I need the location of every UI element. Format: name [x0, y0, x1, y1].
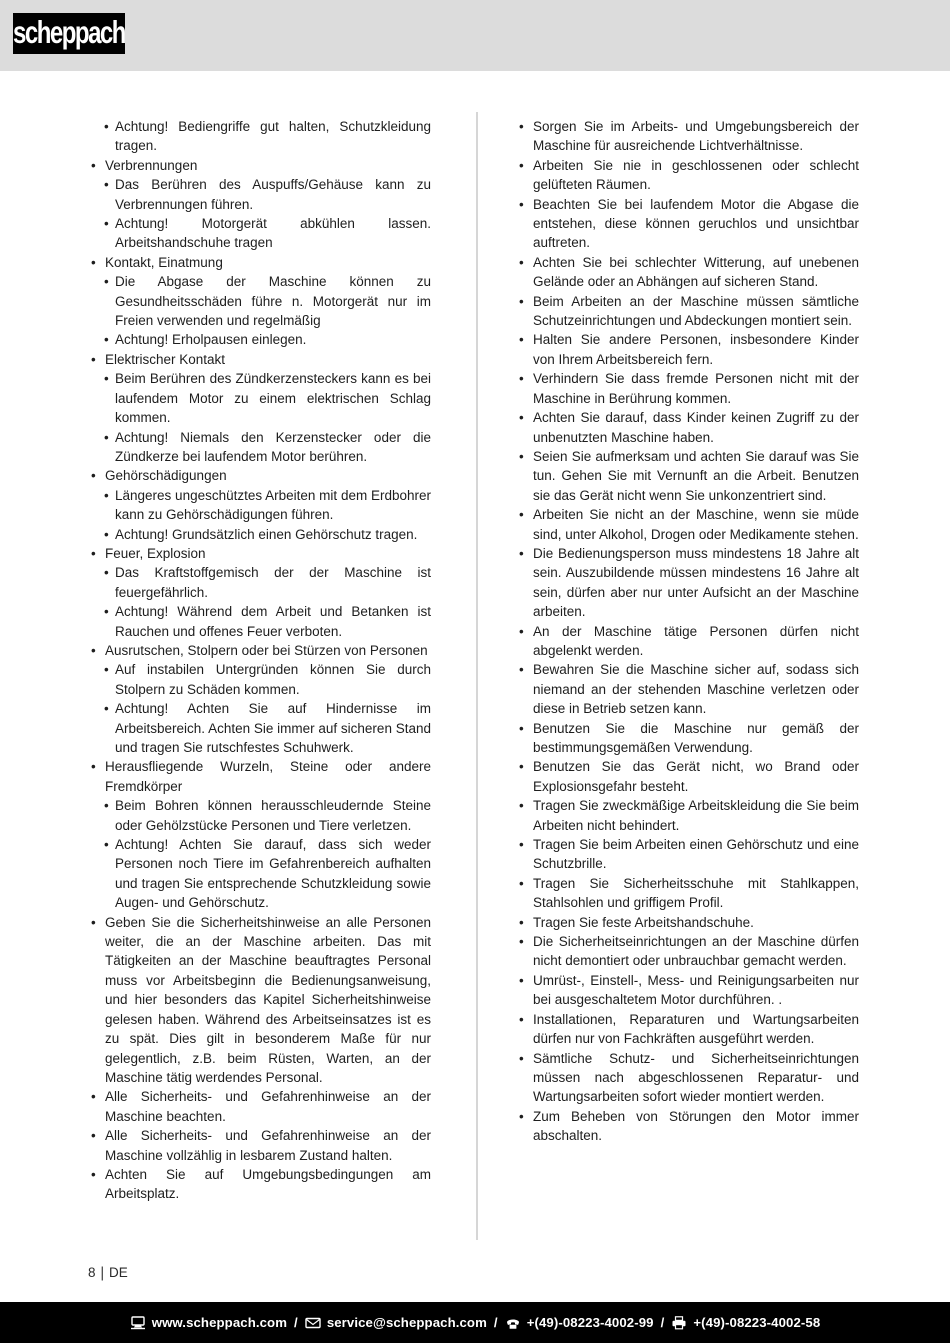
list-item-text: Ausrutschen, Stolpern oder bei Stürzen von Personen	[105, 642, 428, 658]
list-item	[518, 971, 859, 1010]
list-item	[104, 272, 431, 330]
list-item-text: Verhindern Sie dass fremde Personen nicht mit der Maschine in Berührung kommen.	[533, 371, 859, 406]
bullet-icon: •	[104, 565, 109, 581]
footer-email: service@scheppach.com	[326, 1315, 487, 1330]
footer-fax: +(49)-08223-4002-58	[693, 1315, 821, 1330]
bullet-icon: •	[519, 837, 524, 853]
logo-text: scheppach	[13, 15, 125, 51]
bullet-icon: •	[104, 274, 109, 290]
list-item-text: Das Kraftstoffgemisch der der Maschine ist feuergefährlich.	[115, 565, 431, 600]
list-item-text: Beim Bohren können herausschleudernde Steine oder Gehölzstücke Personen und Tiere verletzen.	[115, 798, 431, 833]
list-item-text: Achten Sie bei schlechter Witterung, auf unebenen Gelände oder an Abhängen auf sicheren Stand.	[533, 254, 859, 290]
language-code: DE	[109, 1265, 128, 1280]
list-item	[518, 156, 859, 195]
bullet-icon: •	[91, 642, 96, 658]
list-item	[518, 447, 859, 505]
list-item	[518, 796, 859, 835]
list-item	[104, 330, 431, 349]
list-item-text: Alle Sicherheits- und Gefahrenhinweise an der Maschine vollzählig in lesbarem Zustand halten.	[105, 1128, 431, 1163]
list-item	[104, 214, 431, 253]
list-item	[90, 544, 431, 563]
footer-separator: /	[493, 1315, 498, 1330]
list-item	[518, 408, 859, 447]
list-item-text: Achtung! Erholpausen einlegen.	[115, 332, 307, 348]
list-item-text: Längeres ungeschütztes Arbeiten mit dem Erdbohrer kann zu Gehörschädigungen führen.	[115, 487, 431, 523]
bullet-icon: •	[104, 177, 109, 193]
right-column	[518, 117, 859, 1146]
bullet-icon: •	[519, 972, 524, 988]
header-band	[0, 0, 950, 71]
list-item-text: Arbeiten Sie nie in geschlossenen oder schlecht gelüfteten Räumen.	[533, 157, 859, 193]
list-item	[104, 175, 431, 214]
list-item	[518, 505, 859, 544]
list-item	[518, 330, 859, 369]
list-item	[518, 660, 859, 718]
list-item	[104, 699, 431, 757]
footer-email-segment	[305, 1315, 487, 1330]
bullet-icon: •	[104, 487, 109, 503]
list-item	[518, 757, 859, 796]
bullet-icon: •	[91, 1089, 96, 1105]
list-item-text: Das Berühren des Auspuffs/Gehäuse kann zu Verbrennungen führen.	[115, 177, 431, 212]
bullet-icon: •	[519, 914, 524, 930]
list-item-text: Arbeiten Sie nicht an der Maschine, wenn sie müde sind, unter Alkohol, Drogen oder Medikamente stehen.	[533, 507, 859, 542]
list-item	[104, 602, 431, 641]
list-item-text: Beim Arbeiten an der Maschine müssen sämtliche Schutzeinrichtungen und Abdeckungen montiert sein.	[533, 293, 859, 329]
list-item-text: Achtung! Achten Sie darauf, dass sich weder Personen noch Tiere im Gefahrenbereich aufhalten und tragen Sie entsprechende Schutzkleidung sowie Augen- und Gehörschutz.	[115, 837, 431, 911]
list-item	[90, 466, 431, 485]
list-item	[90, 1087, 431, 1126]
bullet-icon: •	[91, 914, 96, 930]
bullet-icon: •	[91, 1128, 96, 1144]
bullet-icon: •	[519, 196, 524, 212]
list-item	[90, 1126, 431, 1165]
bullet-icon: •	[519, 934, 524, 950]
list-item-text: Beachten Sie bei laufendem Motor die Abgase die entstehen, diese können geruchlos und unsichtbar auftreten.	[533, 196, 859, 251]
list-item-text: Benutzen Sie das Gerät nicht, wo Brand oder Explosionsgefahr besteht.	[533, 759, 859, 794]
list-item-text: Feuer, Explosion	[105, 545, 206, 561]
list-item-text: Tragen Sie Sicherheitsschuhe mit Stahlkappen, Stahlsohlen und griffigem Profil.	[533, 875, 859, 911]
bullet-icon: •	[104, 119, 109, 134]
bullet-icon: •	[519, 293, 524, 309]
footer-fax-segment	[671, 1315, 820, 1330]
list-item-text: Gehörschädigungen	[105, 468, 227, 484]
list-item	[90, 641, 431, 660]
bullet-icon: •	[519, 798, 524, 814]
list-item-text: Bewahren Sie die Maschine sicher auf, sodass sich niemand an der stehenden Maschine verletzen oder diese in Betrieb setzen kann.	[533, 662, 859, 717]
page-number	[88, 1265, 128, 1280]
list-item	[518, 369, 859, 408]
list-item-text: Die Bedienungsperson muss mindestens 18 Jahre alt sein. Auszubildende müssen mindestens 16 Jahre alt sein, dürfen aber nur unter Aufsicht an der Maschine arbeiten.	[533, 545, 859, 620]
list-item	[518, 117, 859, 156]
list-item	[518, 835, 859, 874]
bullet-icon: •	[104, 332, 109, 348]
list-item-text: Verbrennungen	[105, 157, 198, 173]
bullet-icon: •	[519, 759, 524, 775]
list-item-text: Tragen Sie feste Arbeitshandschuhe.	[533, 914, 754, 930]
list-item-text: Achtung! Bediengriffe gut halten, Schutzkleidung tragen.	[115, 119, 431, 154]
list-item-text: Halten Sie andere Personen, insbesondere Kinder von Ihrem Arbeitsbereich fern.	[533, 332, 859, 367]
list-item-text: Tragen Sie beim Arbeiten einen Gehörschutz und eine Schutzbrille.	[533, 837, 859, 872]
bullet-icon: •	[519, 157, 524, 173]
list-item-text: Achtung! Grundsätzlich einen Gehörschutz tragen.	[115, 526, 418, 542]
bullet-icon: •	[104, 216, 109, 232]
list-item	[518, 622, 859, 661]
footer-website: www.scheppach.com	[151, 1315, 288, 1330]
bullet-icon: •	[104, 371, 109, 387]
list-item	[518, 932, 859, 971]
list-item-text: Die Abgase der Maschine können zu Gesundheitsschäden führe n. Motorgerät nur im Freien verwenden und regelmäßig	[115, 274, 431, 329]
footer-phone-segment	[505, 1315, 654, 1330]
list-item	[104, 486, 431, 525]
list-item	[518, 1049, 859, 1107]
list-item-text: Auf instabilen Untergründen können Sie durch Stolpern zu Schäden kommen.	[115, 662, 431, 697]
list-item-text: Achtung! Motorgerät abkühlen lassen. Arbeitshandschuhe tragen	[115, 216, 431, 251]
list-item	[104, 369, 431, 427]
envelope-icon	[305, 1316, 321, 1330]
list-item	[104, 563, 431, 602]
list-item-text: Elektrischer Kontakt	[105, 351, 226, 367]
list-item	[518, 292, 859, 331]
list-item	[90, 253, 431, 272]
list-item	[90, 156, 431, 175]
list-item-text: Alle Sicherheits- und Gefahrenhinweise an der Maschine beachten.	[105, 1089, 431, 1124]
bullet-icon: •	[91, 351, 96, 367]
list-item	[518, 195, 859, 253]
list-item-text: Benutzen Sie die Maschine nur gemäß der bestimmungsgemäßen Verwendung.	[533, 720, 859, 755]
list-item-text: Umrüst-, Einstell-, Mess- und Reinigungsarbeiten nur bei ausgeschaltetem Motor durchführen. .	[533, 972, 859, 1008]
list-item	[104, 117, 431, 156]
list-item-text: Beim Berühren des Zündkerzensteckers kann es bei laufendem Motor zu einem elektrischen Schlag kommen.	[115, 371, 431, 426]
list-item-text: Sorgen Sie im Arbeits- und Umgebungsbereich der Maschine für ausreichende Lichtverhältnisse.	[533, 119, 859, 154]
list-item-text: Geben Sie die Sicherheitshinweise an alle Personen weiter, die an der Maschine arbeiten. Das mit Tätigkeiten an der Maschine beauftragtes Personal muss vor Arbeitsbeginn die Bedienungsanweisung, und hier besonders das Kapitel Sicherheitshinweise gelesen haben. Während des Arbeitseinsatzes ist es zu spät. Dies gilt in besonderem Maße für nur gelegentlich, z.B. beim Rüsten, Warten, an der Maschine tätig werdendes Personal.	[105, 914, 431, 1085]
bullet-icon: •	[104, 429, 109, 445]
list-item	[104, 835, 431, 913]
bullet-icon: •	[519, 1050, 524, 1066]
list-item-text: Sämtliche Schutz- und Sicherheitseinrichtungen müssen nach abgeschlossenen Reparatur- und Wartungsarbeiten sofort wieder montiert werden.	[533, 1050, 859, 1105]
list-item-text: Die Sicherheitseinrichtungen an der Maschine dürfen nicht demontiert oder unbrauchbar gemacht werden.	[533, 934, 859, 969]
list-item-text: Achten Sie auf Umgebungsbedingungen am Arbeitsplatz.	[105, 1166, 431, 1202]
bullet-icon: •	[519, 332, 524, 348]
list-item-text: Zum Beheben von Störungen den Motor immer abschalten.	[533, 1108, 859, 1144]
bullet-icon: •	[519, 119, 524, 134]
left-column	[90, 117, 431, 1204]
bullet-icon: •	[104, 526, 109, 542]
bullet-icon: •	[519, 720, 524, 736]
bullet-icon: •	[91, 157, 96, 173]
bullet-icon: •	[519, 662, 524, 678]
scheppach-logo	[13, 13, 125, 54]
bullet-icon: •	[91, 468, 96, 484]
bullet-icon: •	[104, 604, 109, 620]
phone-icon	[505, 1316, 521, 1330]
list-item-text: Seien Sie aufmerksam und achten Sie darauf was Sie tun. Gehen Sie mit Vernunft an die Arbeit. Benutzen sie das Gerät nicht wenn Sie unkonzentriert sind.	[533, 448, 859, 503]
bullet-icon: •	[91, 759, 96, 775]
list-item-text: An der Maschine tätige Personen dürfen nicht abgelenkt werden.	[533, 623, 859, 658]
list-item-text: Achtung! Während dem Arbeit und Betanken ist Rauchen und offenes Feuer verboten.	[115, 604, 431, 639]
list-item	[104, 428, 431, 467]
list-item	[518, 719, 859, 758]
bullet-icon: •	[519, 1011, 524, 1027]
bullet-icon: •	[519, 410, 524, 426]
bullet-icon: •	[91, 1166, 96, 1182]
list-item	[518, 1107, 859, 1146]
bullet-icon: •	[91, 545, 96, 561]
list-item	[104, 660, 431, 699]
bullet-icon: •	[519, 623, 524, 639]
column-divider	[476, 112, 478, 1240]
list-item-text: Herausfliegende Wurzeln, Steine oder andere Fremdkörper	[105, 759, 431, 794]
list-item	[104, 796, 431, 835]
list-item-text: Kontakt, Einatmung	[105, 254, 223, 270]
bullet-icon: •	[104, 662, 109, 678]
list-item-text: Achtung! Niemals den Kerzenstecker oder die Zündkerze bei laufendem Motor berühren.	[115, 429, 431, 464]
list-item	[90, 350, 431, 369]
footer-separator: /	[294, 1315, 298, 1330]
list-item	[518, 913, 859, 932]
list-item	[518, 253, 859, 292]
footer-bar	[0, 1302, 950, 1343]
footer-separator: /	[660, 1315, 665, 1330]
computer-icon	[130, 1316, 146, 1330]
bullet-icon: •	[519, 254, 524, 270]
footer-website-segment	[130, 1315, 287, 1330]
footer-phone: +(49)-08223-4002-99	[526, 1315, 654, 1330]
bullet-icon: •	[519, 875, 524, 891]
list-item	[518, 544, 859, 622]
list-item	[518, 874, 859, 913]
list-item-text: Achten Sie darauf, dass Kinder keinen Zugriff zu der unbenutzten Maschine haben.	[533, 410, 859, 445]
list-item	[90, 757, 431, 796]
list-item-text: Installationen, Reparaturen und Wartungsarbeiten dürfen nur von Fachkräften ausgeführt werden.	[533, 1011, 859, 1047]
page-number-value: 8	[88, 1265, 96, 1280]
bullet-icon: •	[519, 448, 524, 464]
list-item	[104, 525, 431, 544]
bullet-icon: •	[104, 798, 109, 814]
list-item	[90, 913, 431, 1088]
bullet-icon: •	[104, 701, 109, 717]
bullet-icon: •	[519, 1108, 524, 1124]
list-item	[518, 1010, 859, 1049]
fax-icon	[671, 1316, 687, 1330]
bullet-icon: •	[91, 254, 96, 270]
bullet-icon: •	[519, 371, 524, 387]
list-item-text: Tragen Sie zweckmäßige Arbeitskleidung die Sie beim Arbeiten nicht behindert.	[533, 798, 859, 833]
page-number-divider: |	[100, 1264, 105, 1281]
bullet-icon: •	[519, 507, 524, 523]
bullet-icon: •	[104, 837, 109, 853]
bullet-icon: •	[519, 545, 524, 561]
list-item-text: Achtung! Achten Sie auf Hindernisse im Arbeitsbereich. Achten Sie immer auf sicheren Stand und tragen Sie rutschfestes Schuhwerk.	[115, 701, 431, 755]
list-item	[90, 1165, 431, 1204]
